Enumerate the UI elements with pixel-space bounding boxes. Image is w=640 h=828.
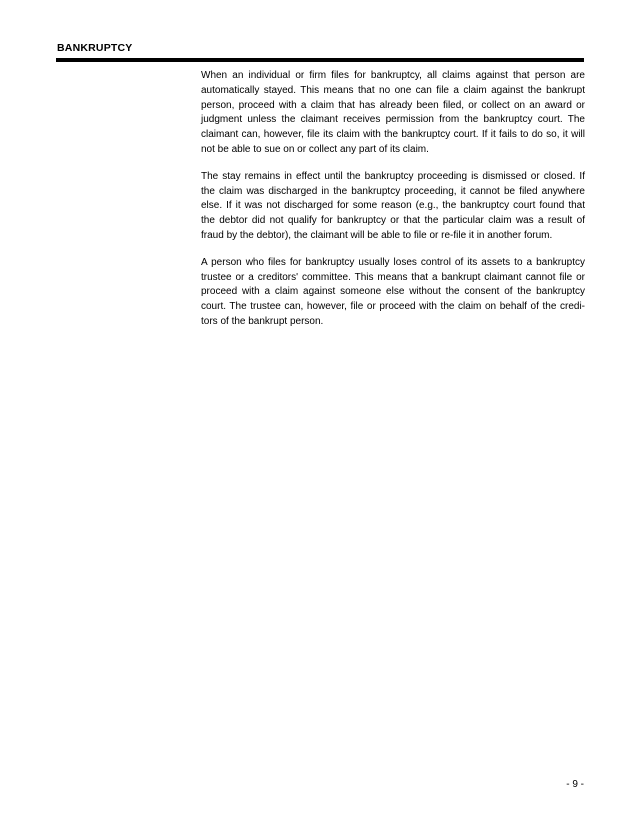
paragraph-automatic-stay: When an individual or firm files for bankruptcy, all claims against that person are automatically stayed. This means that no one can file a claim against the bankrupt person, proceed with a claim that has already been filed, or collect on an award or judgment unless the claimant receives permission from the bankruptcy court. The claimant can, however, file its claim with the bankruptcy court. If it fails to do so, it will not be able to sue on or collect any part of its claim. xyxy=(201,70,585,155)
section-title: BANKRUPTCY xyxy=(57,42,133,54)
title-rule xyxy=(56,58,584,62)
paragraph-stay-duration: The stay remains in effect until the bankruptcy proceeding is dismissed or closed. If the claim was discharged in the bankruptcy proceeding, it cannot be filed anywhere else. If it was not discharged for some reason (e.g., the bankruptcy court found that the debtor did not qualify for bankruptcy or that the particular claim was a result of fraud by the debtor), the claimant will be able to file or re-file it in another forum. xyxy=(201,170,585,241)
body-text xyxy=(201,69,585,342)
paragraph-asset-control: A person who files for bankruptcy usually loses control of its assets to a bankruptcy trustee or a creditors' committee. This means that a bankrupt claimant cannot file or proceed with a claim against someone else without the consent of the bankruptcy court. The trustee can, however, file or proceed with the claim on behalf of the credi-tors of the bankrupt person. xyxy=(201,256,585,327)
page-number: - 9 - xyxy=(566,779,584,790)
